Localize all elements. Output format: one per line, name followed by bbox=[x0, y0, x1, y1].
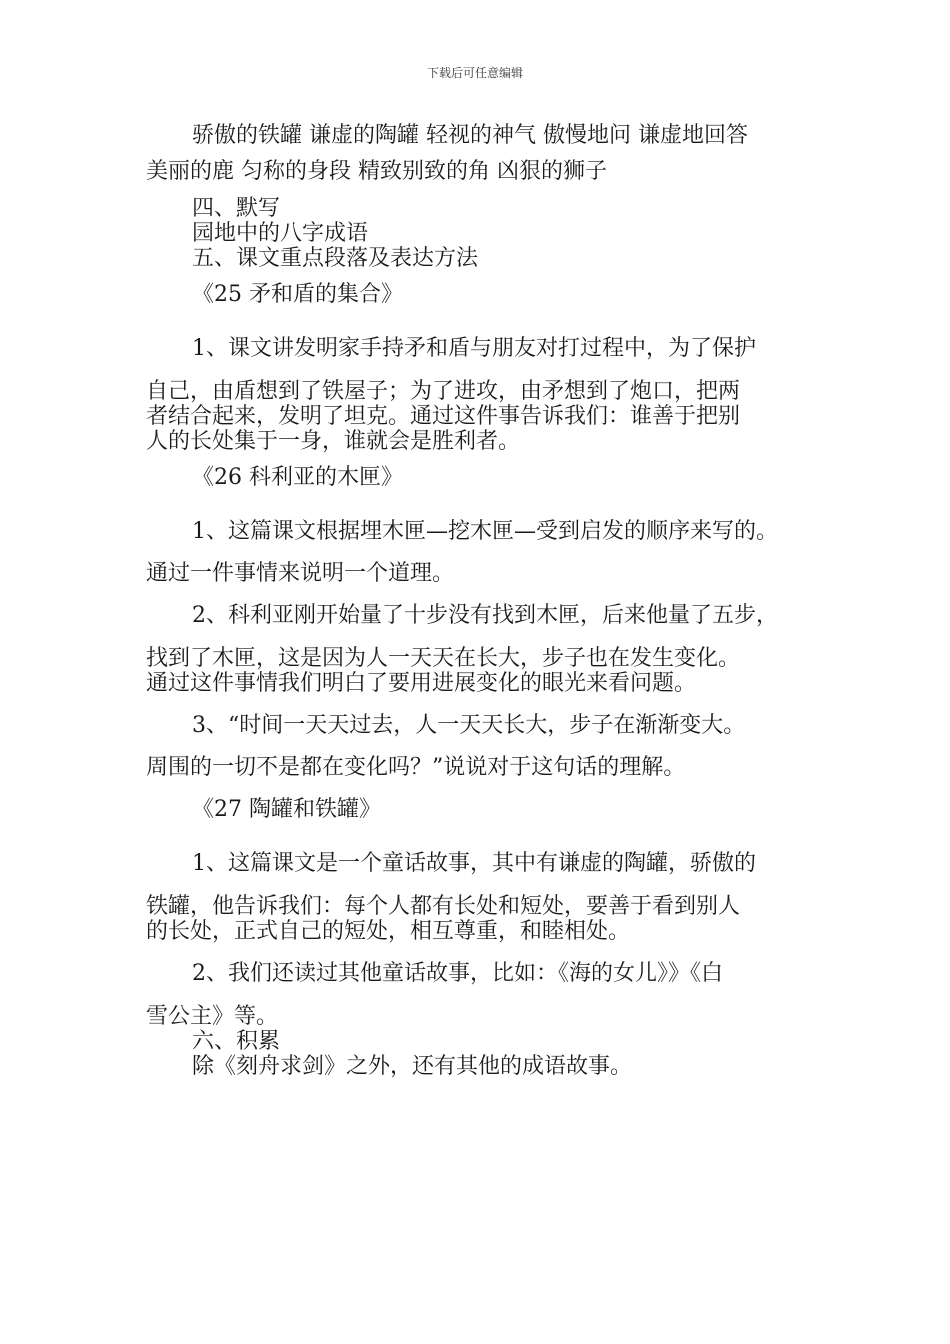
lesson-26-paragraph-3-cont: 周围的一切不是都在变化吗？”说说对于这句话的理解。 bbox=[146, 755, 686, 780]
lesson-27-paragraph-1: 1、这篇课文是一个童话故事，其中有谦虚的陶罐，骄傲的 bbox=[192, 851, 756, 876]
lesson-27-title: 《27 陶罐和铁罐》 bbox=[192, 797, 381, 822]
lesson-27-paragraph-1-cont: 的长处，正式自己的短处，相互尊重，和睦相处。 bbox=[146, 919, 631, 944]
section-4-text: 园地中的八字成语 bbox=[192, 221, 369, 246]
section-6-heading: 六、积累 bbox=[192, 1029, 281, 1054]
lesson-27-paragraph-1-cont: 铁罐，他告诉我们：每个人都有长处和短处，要善于看到别人 bbox=[146, 894, 741, 919]
lesson-26-paragraph-2-cont: 通过这件事情我们明白了要用进展变化的眼光来看问题。 bbox=[146, 671, 697, 696]
lesson-25-paragraph-1: 1、课文讲发明家手持矛和盾与朋友对打过程中，为了保护 bbox=[192, 336, 756, 361]
lesson-26-paragraph-2-cont: 找到了木匣，这是因为人一天天在长大，步子也在发生变化。 bbox=[146, 646, 741, 671]
section-5-heading: 五、课文重点段落及表达方法 bbox=[192, 246, 479, 271]
lesson-26-paragraph-3: 3、“时间一天天过去，人一天天长大，步子在渐渐变大。 bbox=[192, 713, 746, 738]
section-6-text: 除《刻舟求剑》之外，还有其他的成语故事。 bbox=[192, 1054, 633, 1079]
vocab-line-2: 美丽的鹿 匀称的身段 精致别致的角 凶狠的狮子 bbox=[146, 159, 607, 184]
lesson-26-title: 《26 科利亚的木匣》 bbox=[192, 465, 403, 490]
lesson-27-paragraph-2-cont: 雪公主》等。 bbox=[146, 1004, 279, 1029]
lesson-27-paragraph-2: 2、我们还读过其他童话故事，比如：《海的女儿》》《白 bbox=[192, 961, 723, 986]
lesson-26-paragraph-1-cont: 通过一件事情来说明一个道理。 bbox=[146, 561, 455, 586]
lesson-26-paragraph-2: 2、科利亚刚开始量了十步没有找到木匣，后来他量了五步， bbox=[192, 603, 778, 628]
lesson-25-title: 《25 矛和盾的集合》 bbox=[192, 282, 403, 307]
lesson-25-paragraph-1-cont: 人的长处集于一身，谁就会是胜利者。 bbox=[146, 429, 521, 454]
lesson-25-paragraph-1-cont: 自己，由盾想到了铁屋子；为了进攻，由矛想到了炮口，把两 bbox=[146, 379, 741, 404]
lesson-25-paragraph-1-cont: 者结合起来，发明了坦克。通过这件事告诉我们：谁善于把别 bbox=[146, 404, 741, 429]
vocab-line-1: 骄傲的铁罐 谦虚的陶罐 轻视的神气 傲慢地问 谦虚地回答 bbox=[192, 123, 748, 148]
section-4-heading: 四、默写 bbox=[192, 196, 281, 221]
page-header: 下载后可任意编辑 bbox=[426, 66, 523, 80]
document-body bbox=[146, 118, 816, 1079]
lesson-26-paragraph-1: 1、这篇课文根据埋木匣—挖木匣—受到启发的顺序来写的。 bbox=[192, 519, 778, 544]
